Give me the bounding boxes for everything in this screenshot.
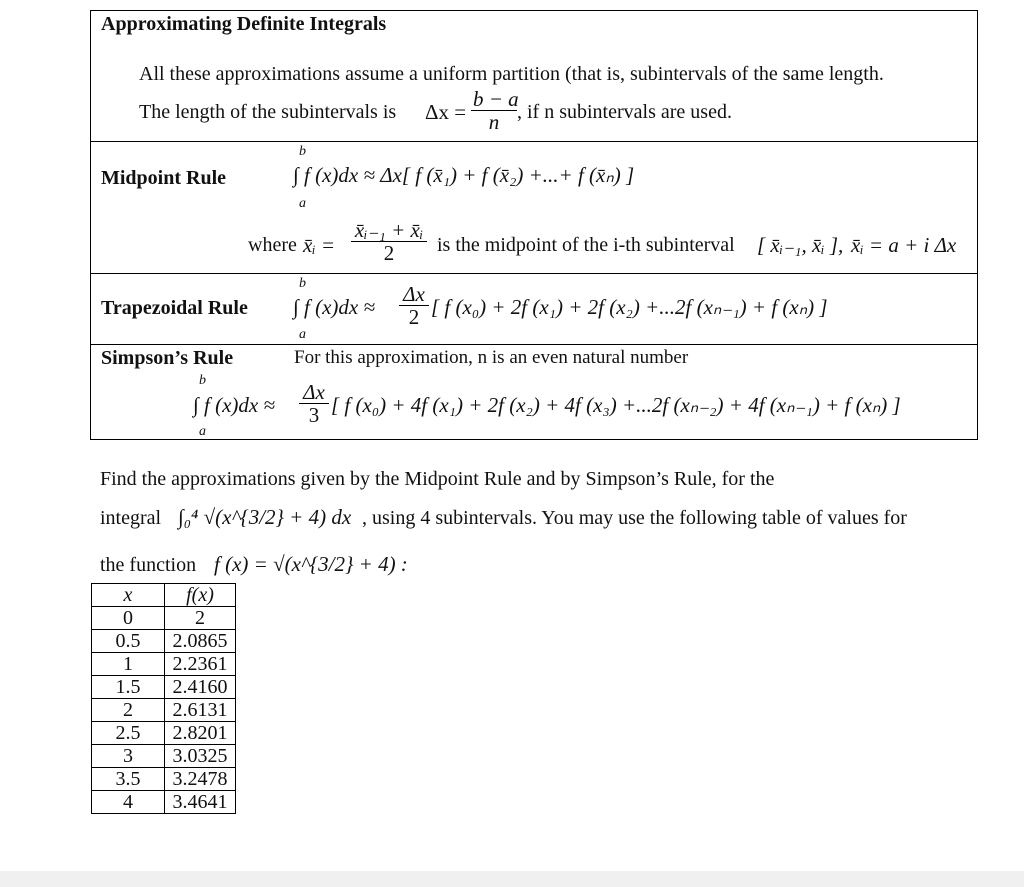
trapezoidal-lower-limit: a (299, 327, 306, 342)
trapezoidal-lhs: ∫ f (x)dx ≈ (293, 295, 375, 319)
table-cell-x: 2.5 (92, 722, 165, 745)
midpoint-label: Midpoint Rule (101, 167, 227, 189)
midpoint-fraction (351, 219, 427, 264)
problem-function: f (x) = √(x^{3/2} + 4) : (214, 552, 408, 576)
problem-line-2-prefix: integral (100, 507, 162, 529)
simpson-coefficient (299, 381, 329, 426)
simpson-upper-limit: b (199, 373, 206, 388)
simpson-rhs: [ f (x₀) + 4f (x₁) + 2f (x₂) + 4f (x₃) +...2f (xₙ₋₂) + 4f (xₙ₋₁) + f (xₙ) ] (331, 393, 901, 417)
table-cell-x: 0 (92, 607, 165, 630)
simpson-lhs: ∫ f (x)dx ≈ (193, 393, 275, 417)
problem-line-2-suffix: , using 4 subintervals. You may use the following table of values for (362, 507, 907, 529)
box-title: Approximating Definite Integrals (101, 13, 387, 35)
table-cell-fx: 3.2478 (165, 768, 236, 791)
intro-line-2-prefix: The length of the subintervals is (139, 101, 397, 123)
delta-x-numerator: b − a (473, 87, 519, 111)
table-cell-fx: 2.8201 (165, 722, 236, 745)
delta-x-denominator: n (488, 110, 500, 134)
trapezoidal-rhs: [ f (x₀) + 2f (x₁) + 2f (x₂) +...2f (xₙ₋₁) + f (xₙ) ] (431, 295, 828, 319)
midpoint-formula: ∫ f (x)dx ≈ Δx[ f (x̄₁) + f (x̄₂) +...+ f (x̄ₙ) ] (293, 163, 635, 187)
midpoint-where-text: is the midpoint of the i-th subinterval (437, 234, 735, 256)
table-cell-x: 4 (92, 791, 165, 814)
simpson-note: For this approximation, n is an even natural number (294, 347, 689, 368)
delta-x-fraction (471, 88, 517, 133)
table-row (92, 768, 236, 791)
divider (91, 273, 977, 274)
midpoint-where: where (248, 234, 297, 256)
rules-box (90, 10, 978, 440)
table-cell-fx: 2.6131 (165, 699, 236, 722)
midpoint-xi-definition: x̄ᵢ = a + i Δx (851, 233, 957, 257)
table-cell-x: 3.5 (92, 768, 165, 791)
intro-line-2-suffix: , if n subintervals are used. (517, 101, 732, 123)
trapezoidal-coef-numerator: Δx (399, 283, 429, 306)
divider (91, 344, 977, 345)
table-cell-fx: 3.4641 (165, 791, 236, 814)
bottom-bar (0, 871, 1024, 887)
table-row (92, 722, 236, 745)
simpson-lower-limit: a (199, 424, 206, 439)
trapezoidal-upper-limit: b (299, 276, 306, 291)
values-table (91, 583, 236, 814)
midpoint-lower-limit: a (299, 196, 306, 211)
simpson-label: Simpson’s Rule (101, 347, 234, 369)
table-header-x: x (92, 584, 165, 607)
intro-line-1: All these approximations assume a uniform partition (that is, subintervals of the same length. (139, 63, 884, 85)
table-cell-x: 2 (92, 699, 165, 722)
table-row (92, 607, 236, 630)
table-row (92, 630, 236, 653)
midpoint-upper-limit: b (299, 144, 306, 159)
table-cell-x: 0.5 (92, 630, 165, 653)
table-cell-x: 1 (92, 653, 165, 676)
simpson-coef-numerator: Δx (299, 381, 329, 404)
table-cell-x: 3 (92, 745, 165, 768)
table-row (92, 699, 236, 722)
midpoint-interval: [ x̄ᵢ₋₁, x̄ᵢ ], (757, 233, 844, 257)
problem-line-1: Find the approximations given by the Midpoint Rule and by Simpson’s Rule, for the (100, 468, 775, 490)
midpoint-xbar: x̄ᵢ = (303, 233, 336, 257)
problem-integral: ∫₀⁴ √(x^{3/2} + 4) dx (178, 505, 352, 529)
table-cell-fx: 2.0865 (165, 630, 236, 653)
table-cell-x: 1.5 (92, 676, 165, 699)
trapezoidal-coefficient (399, 283, 429, 328)
trapezoidal-label: Trapezoidal Rule (101, 297, 248, 319)
divider (91, 141, 977, 142)
table-row (92, 676, 236, 699)
problem-line-3-prefix: the function (100, 554, 197, 576)
table-cell-fx: 2 (165, 607, 236, 630)
delta-x-symbol: Δx = (425, 100, 467, 124)
midpoint-fraction-denominator: 2 (383, 241, 395, 265)
table-cell-fx: 3.0325 (165, 745, 236, 768)
table-cell-fx: 2.2361 (165, 653, 236, 676)
table-header-fx: f(x) (165, 584, 236, 607)
midpoint-fraction-numerator: x̄ᵢ₋₁ + x̄ᵢ (351, 219, 427, 242)
table-cell-fx: 2.4160 (165, 676, 236, 699)
trapezoidal-coef-denominator: 2 (408, 305, 420, 329)
table-header-row (92, 584, 236, 607)
table-row (92, 653, 236, 676)
table-row (92, 745, 236, 768)
table-row (92, 791, 236, 814)
simpson-coef-denominator: 3 (308, 403, 320, 427)
